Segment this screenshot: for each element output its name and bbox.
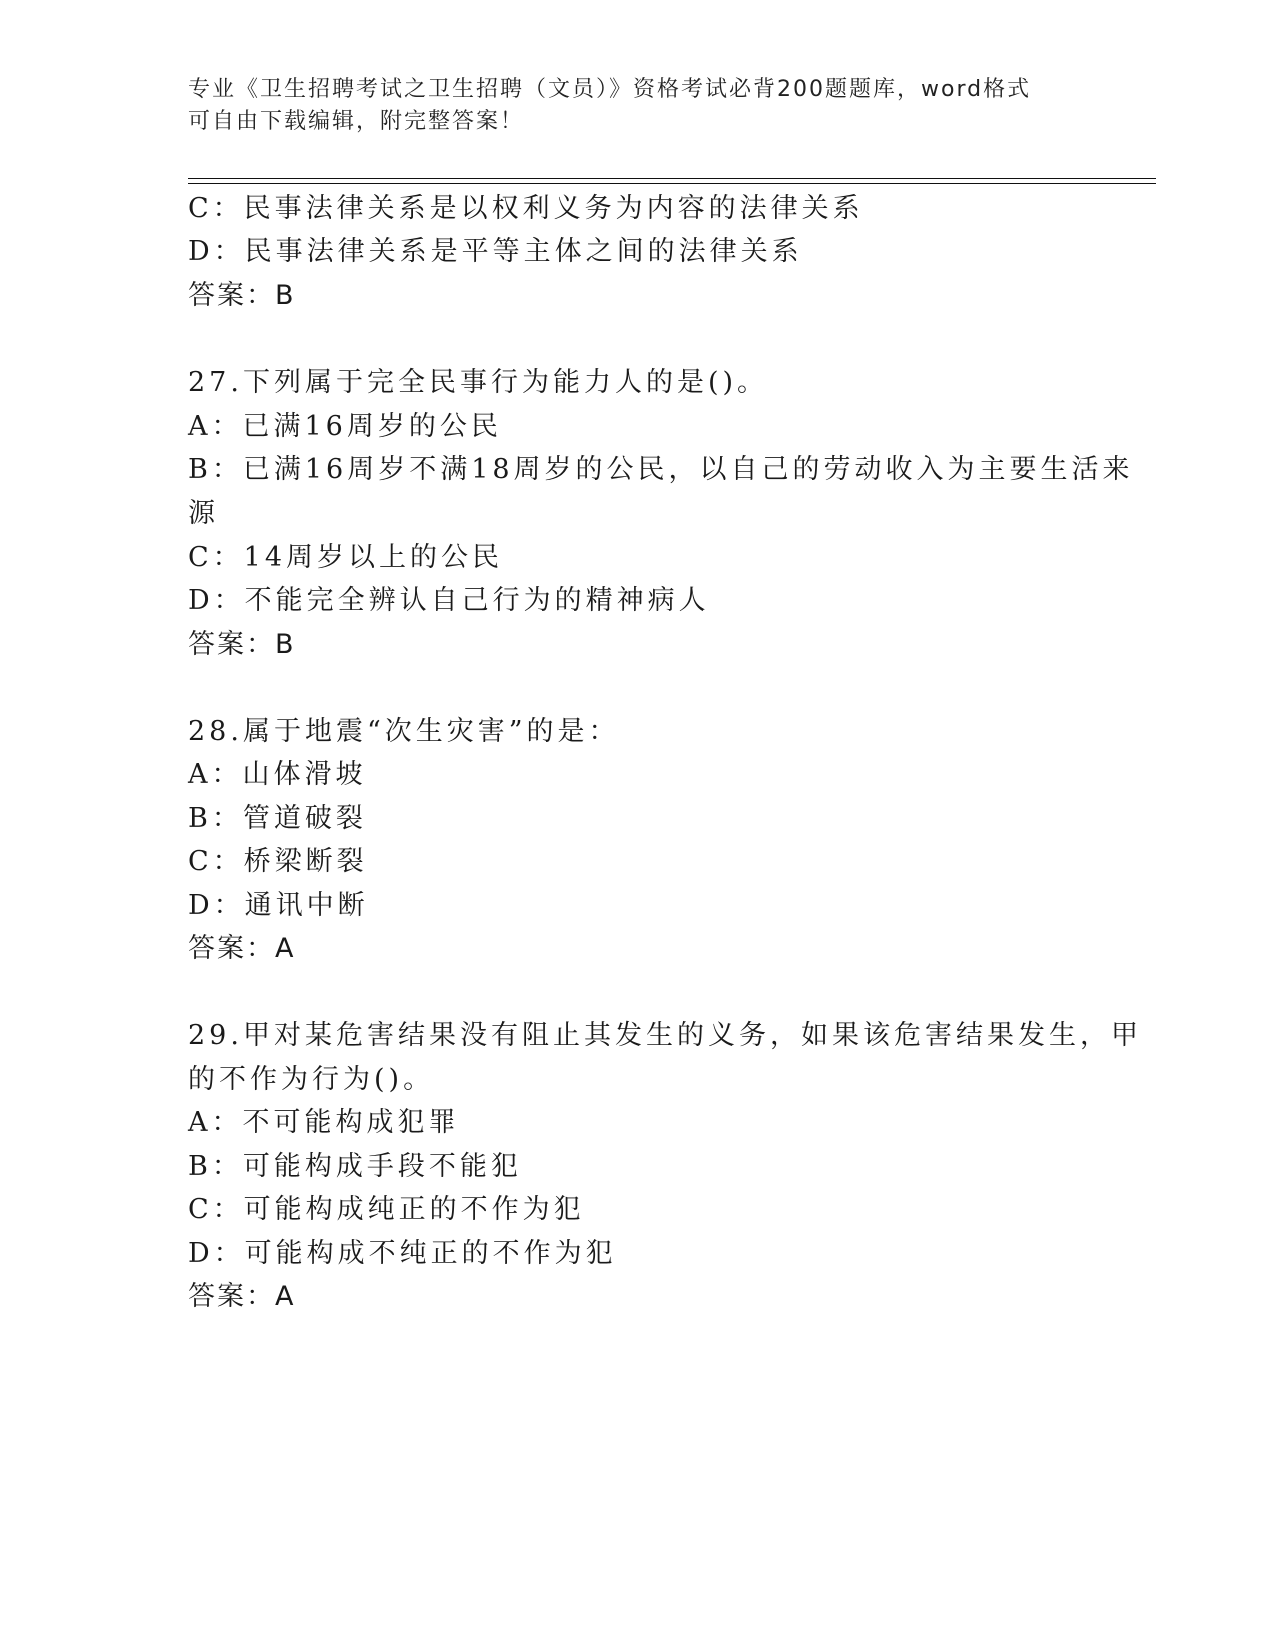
header-title-line2: 可自由下载编辑，附完整答案！	[188, 109, 525, 134]
q27-option-b-line1: B：已满16周岁不满18周岁的公民，以自己的劳动收入为主要生活来	[188, 454, 1134, 485]
q27-option-c: C：14周岁以上的公民	[188, 542, 504, 573]
q27-option-a: A：已满16周岁的公民	[188, 411, 502, 442]
header-divider-bottom	[188, 183, 1156, 184]
q26-option-c: C：民事法律关系是以权利义务为内容的法律关系	[188, 193, 864, 224]
q26-option-d: D：民事法律关系是平等主体之间的法律关系	[188, 236, 803, 267]
q28-option-a: A：山体滑坡	[188, 759, 367, 790]
q27-option-b-line2: 源	[188, 498, 219, 529]
q29-answer: 答案：A	[188, 1281, 296, 1312]
q29-option-b: B：可能构成手段不能犯	[188, 1151, 522, 1182]
q27-question: 27.下列属于完全民事行为能力人的是()。	[188, 367, 769, 398]
q26-answer: 答案：B	[188, 280, 296, 311]
header-title-line1: 专业《卫生招聘考试之卫生招聘（文员）》资格考试必背200题题库，word格式	[188, 77, 1032, 102]
document-header	[188, 74, 1068, 138]
q28-option-c: C：桥梁断裂	[188, 846, 368, 877]
q28-answer: 答案：A	[188, 933, 296, 964]
q27-answer: 答案：B	[188, 629, 296, 660]
q29-option-d: D：可能构成不纯正的不作为犯	[188, 1238, 617, 1269]
q27-option-d: D：不能完全辨认自己行为的精神病人	[188, 585, 710, 616]
q28-option-b: B：管道破裂	[188, 803, 367, 834]
header-divider-top	[188, 178, 1156, 179]
q28-question: 28.属于地震“次生灾害”的是：	[188, 716, 620, 747]
q29-option-c: C：可能构成纯正的不作为犯	[188, 1194, 585, 1225]
q29-option-a: A：不可能构成犯罪	[188, 1107, 460, 1138]
q29-question-line2: 的不作为行为()。	[188, 1064, 435, 1095]
q28-option-d: D：通讯中断	[188, 890, 369, 921]
q29-question-line1: 29.甲对某危害结果没有阻止其发生的义务，如果该危害结果发生，甲	[188, 1020, 1142, 1051]
